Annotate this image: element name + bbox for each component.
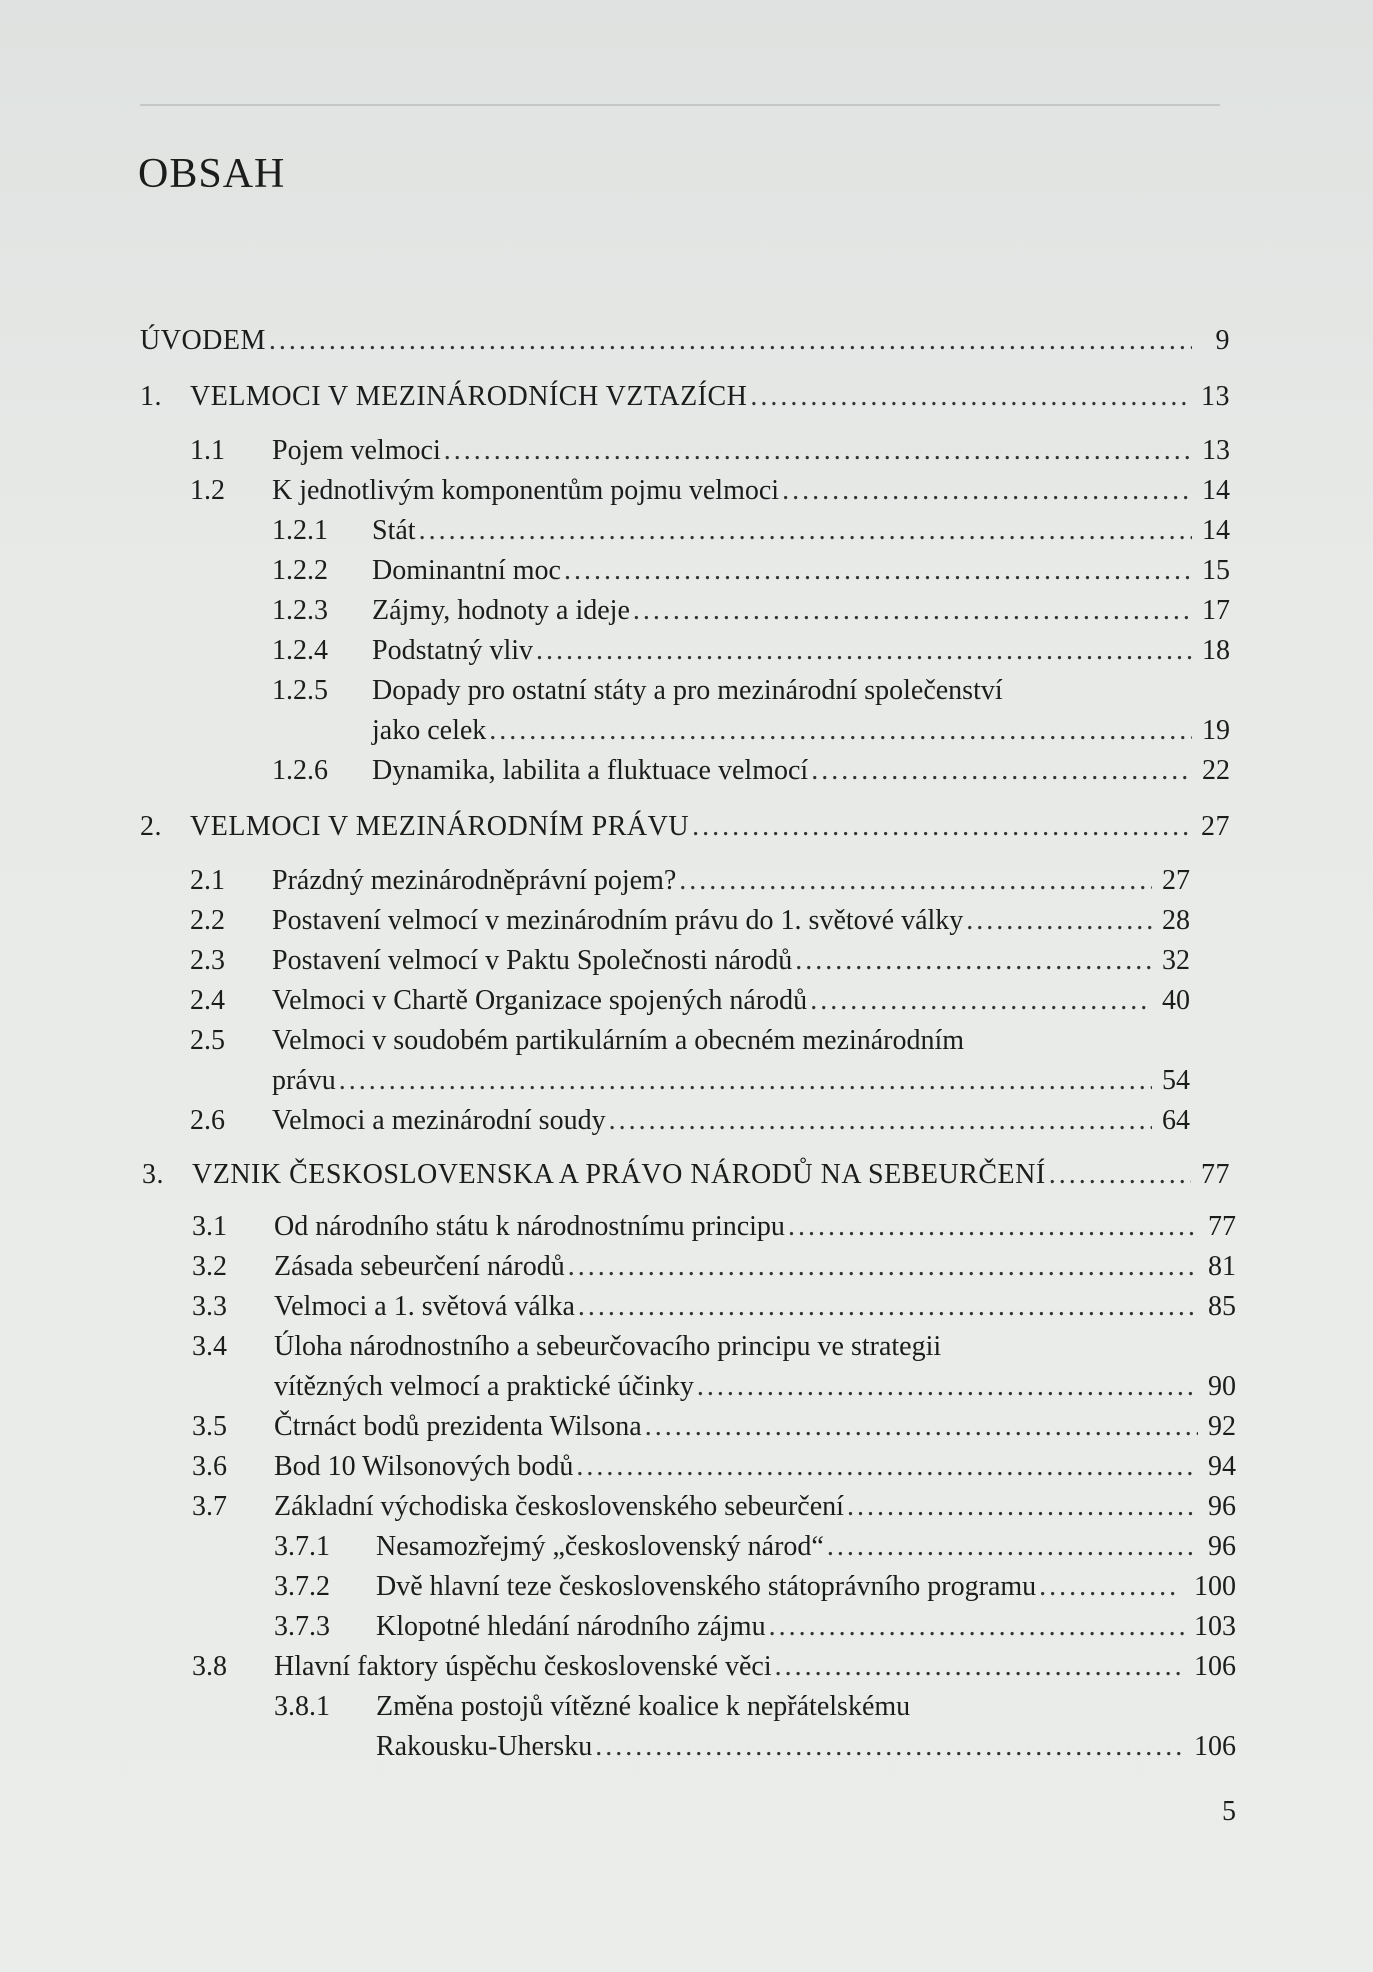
leader-dots — [788, 1210, 1198, 1244]
toc-section-number: 1.1 — [190, 435, 225, 466]
toc-section-number: 2.6 — [190, 1105, 225, 1136]
toc-page-number: 14 — [1202, 475, 1230, 506]
leader-dots — [564, 554, 1192, 588]
leader-dots — [750, 380, 1191, 414]
toc-subsection-3-7-1 — [274, 1524, 1236, 1564]
leader-dots — [269, 324, 1192, 358]
toc-entry-title-continued: jako celek — [372, 715, 487, 746]
toc-subsection-3-8-1-line2 — [376, 1724, 1236, 1764]
toc-subsection-1-2-4 — [272, 628, 1230, 668]
leader-dots — [536, 634, 1192, 668]
toc-section-2-3 — [190, 938, 1190, 978]
toc-page-number: 15 — [1202, 555, 1230, 586]
toc-section-2-5-line2 — [272, 1058, 1190, 1098]
toc-section-3-7 — [192, 1484, 1236, 1524]
toc-page-number: 9 — [1215, 325, 1230, 356]
toc-entry-title: Základní východiska československého sebeurčení — [274, 1491, 844, 1522]
toc-entry-title: Zásada sebeurčení národů — [274, 1251, 565, 1282]
toc-section-3-6 — [192, 1444, 1236, 1484]
toc-entry-title: VZNIK ČESKOSLOVENSKA A PRÁVO NÁRODŮ NA SEBEURČENÍ — [192, 1159, 1046, 1190]
toc-page-number: 77 — [1201, 1159, 1230, 1190]
toc-entry-title: Hlavní faktory úspěchu československé věci — [274, 1651, 772, 1682]
leader-dots — [1039, 1570, 1180, 1604]
toc-section-3-4-line2 — [274, 1364, 1236, 1404]
toc-entry-title-continued: Rakousku-Uhersku — [376, 1731, 593, 1762]
toc-section-number: 3.7 — [192, 1491, 227, 1522]
toc-entry-title: Pojem velmoci — [272, 435, 441, 466]
toc-section-number: 3.8 — [192, 1651, 227, 1682]
toc-subsection-number: 1.2.6 — [272, 755, 328, 786]
toc-subsection-number: 1.2.5 — [272, 675, 328, 706]
toc-section-number: 1.2 — [190, 475, 225, 506]
toc-section-number: 2.2 — [190, 905, 225, 936]
toc-entry-title: Zájmy, hodnoty a ideje — [372, 595, 630, 626]
toc-section-number: 3.6 — [192, 1451, 227, 1482]
toc-subsection-1-2-1 — [272, 508, 1230, 548]
leader-dots — [609, 1104, 1152, 1138]
toc-section-number: 2.4 — [190, 985, 225, 1016]
toc-section-2-6 — [190, 1098, 1190, 1138]
toc-subsection-number: 3.7.3 — [274, 1611, 330, 1642]
leader-dots — [795, 944, 1152, 978]
toc-page-number: 64 — [1162, 1105, 1190, 1136]
toc-page-number: 13 — [1201, 381, 1230, 412]
toc-subsection-3-7-2 — [274, 1564, 1236, 1604]
toc-entry-title: Změna postojů vítězné koalice k nepřátelskému — [376, 1691, 911, 1722]
toc-page-number: 90 — [1208, 1371, 1236, 1402]
toc-subsection-number: 1.2.4 — [272, 635, 328, 666]
toc-page-number: 103 — [1194, 1611, 1236, 1642]
toc-section-number: 3.5 — [192, 1411, 227, 1442]
leader-dots — [810, 984, 1152, 1018]
toc-chapter-1 — [140, 374, 1230, 414]
toc-section-number: 3.1 — [192, 1211, 227, 1242]
toc-section-3-2 — [192, 1244, 1236, 1284]
toc-chapter-number: 3. — [142, 1159, 164, 1190]
toc-entry-title: VELMOCI V MEZINÁRODNÍCH VZTAZÍCH — [190, 381, 748, 412]
toc-page-number: 100 — [1194, 1571, 1236, 1602]
toc-entry-title: Postavení velmocí v mezinárodním právu do 1. světové války — [272, 905, 964, 936]
toc-page-number: 81 — [1208, 1251, 1236, 1282]
toc-section-3-4-line1 — [192, 1324, 1236, 1364]
toc-entry-intro — [140, 318, 1230, 358]
toc-page-number: 77 — [1208, 1211, 1236, 1242]
toc-entry-title: Velmoci a 1. světová válka — [274, 1291, 575, 1322]
toc-entry-title: Postavení velmocí v Paktu Společnosti národů — [272, 945, 793, 976]
toc-section-3-8 — [192, 1644, 1236, 1684]
toc-entry-title: Prázdný mezinárodněprávní pojem? — [272, 865, 677, 896]
toc-page-number: 106 — [1194, 1651, 1236, 1682]
toc-section-number: 3.4 — [192, 1331, 227, 1362]
toc-subsection-number: 3.8.1 — [274, 1691, 330, 1722]
toc-entry-title: ÚVODEM — [140, 325, 266, 356]
leader-dots — [595, 1730, 1184, 1764]
leader-dots — [811, 754, 1192, 788]
toc-page-number: 13 — [1202, 435, 1230, 466]
leader-dots — [444, 434, 1192, 468]
toc-page-number: 40 — [1162, 985, 1190, 1016]
toc-subsection-1-2-5-line1 — [272, 668, 1230, 708]
toc-section-number: 2.3 — [190, 945, 225, 976]
toc-section-2-4 — [190, 978, 1190, 1018]
toc-entry-title: VELMOCI V MEZINÁRODNÍM PRÁVU — [190, 811, 690, 842]
toc-page-number: 19 — [1202, 715, 1230, 746]
leader-dots — [697, 1370, 1198, 1404]
toc-section-3-3 — [192, 1284, 1236, 1324]
leader-dots — [568, 1250, 1198, 1284]
toc-entry-title: Nesamozřejmý „československý národ“ — [376, 1531, 824, 1562]
toc-page-number: 96 — [1208, 1491, 1236, 1522]
toc-subsection-1-2-6 — [272, 748, 1230, 788]
toc-entry-title: Od národního státu k národnostnímu principu — [274, 1211, 785, 1242]
leader-dots — [419, 514, 1192, 548]
leader-dots — [1049, 1158, 1191, 1192]
toc-page-number: 18 — [1202, 635, 1230, 666]
leader-dots — [769, 1610, 1184, 1644]
toc-page-number: 17 — [1202, 595, 1230, 626]
toc-entry-title: Klopotné hledání národního zájmu — [376, 1611, 766, 1642]
toc-section-number: 3.2 — [192, 1251, 227, 1282]
toc-page-number: 106 — [1194, 1731, 1236, 1762]
toc-chapter-3 — [142, 1152, 1230, 1192]
toc-section-3-1 — [192, 1204, 1236, 1244]
toc-section-3-5 — [192, 1404, 1236, 1444]
toc-subsection-1-2-5-line2 — [372, 708, 1230, 748]
leader-dots — [633, 594, 1192, 628]
toc-section-2-2 — [190, 898, 1190, 938]
toc-entry-title-continued: právu — [272, 1065, 336, 1096]
toc-entry-title-continued: vítězných velmocí a praktické účinky — [274, 1371, 694, 1402]
toc-section-number: 2.1 — [190, 865, 225, 896]
page-title: OBSAH — [138, 151, 286, 197]
leader-dots — [775, 1650, 1184, 1684]
leader-dots — [847, 1490, 1198, 1524]
leader-dots — [679, 864, 1152, 898]
toc-subsection-number: 1.2.1 — [272, 515, 328, 546]
toc-entry-title: Dvě hlavní teze československého státoprávního programu — [376, 1571, 1037, 1602]
toc-entry-title: Velmoci v Chartě Organizace spojených národů — [272, 985, 808, 1016]
toc-subsection-3-7-3 — [274, 1604, 1236, 1644]
toc-page-number: 94 — [1208, 1451, 1236, 1482]
toc-page-number: 27 — [1162, 865, 1190, 896]
toc-section-2-1 — [190, 858, 1190, 898]
toc-entry-title: Dominantní moc — [372, 555, 561, 586]
toc-subsection-1-2-2 — [272, 548, 1230, 588]
toc-entry-title: Stát — [372, 515, 416, 546]
toc-entry-title: Dynamika, labilita a fluktuace velmocí — [372, 755, 809, 786]
toc-chapter-number: 2. — [140, 811, 162, 842]
toc-page-number: 96 — [1208, 1531, 1236, 1562]
leader-dots — [827, 1530, 1198, 1564]
leader-dots — [966, 904, 1152, 938]
toc-page-number: 92 — [1208, 1411, 1236, 1442]
toc-page-number: 28 — [1162, 905, 1190, 936]
toc-page-number: 22 — [1202, 755, 1230, 786]
leader-dots — [782, 474, 1192, 508]
toc-section-number: 3.3 — [192, 1291, 227, 1322]
toc-section-2-5-line1 — [190, 1018, 1190, 1058]
toc-page-number: 85 — [1208, 1291, 1236, 1322]
toc-page-number: 54 — [1162, 1065, 1190, 1096]
toc-section-1-1 — [190, 428, 1230, 468]
toc-subsection-3-8-1-line1 — [274, 1684, 1236, 1724]
leader-dots — [339, 1064, 1152, 1098]
toc-subsection-1-2-3 — [272, 588, 1230, 628]
toc-page-number: 32 — [1162, 945, 1190, 976]
toc-entry-title: Podstatný vliv — [372, 635, 534, 666]
toc-entry-title: Úloha národnostního a sebeurčovacího principu ve strategii — [274, 1331, 942, 1362]
toc-section-number: 2.5 — [190, 1025, 225, 1056]
toc-subsection-number: 3.7.2 — [274, 1571, 330, 1602]
toc-chapter-number: 1. — [140, 381, 162, 412]
leader-dots — [578, 1290, 1198, 1324]
toc-entry-title: Velmoci a mezinárodní soudy — [272, 1105, 606, 1136]
toc-chapter-2 — [140, 804, 1230, 844]
leader-dots — [576, 1450, 1198, 1484]
toc-entry-title: Čtrnáct bodů prezidenta Wilsona — [274, 1411, 642, 1442]
toc-entry-title: K jednotlivým komponentům pojmu velmoci — [272, 475, 780, 506]
toc-entry-title: Velmoci v soudobém partikulárním a obecném mezinárodním — [272, 1025, 965, 1056]
leader-dots — [692, 810, 1191, 844]
page-footer-number: 5 — [1222, 1796, 1236, 1827]
toc-entry-title: Dopady pro ostatní státy a pro mezinárodní společenství — [372, 675, 1003, 706]
toc-subsection-number: 1.2.3 — [272, 595, 328, 626]
toc-subsection-number: 3.7.1 — [274, 1531, 330, 1562]
leader-dots — [489, 714, 1192, 748]
toc-entry-title: Bod 10 Wilsonových bodů — [274, 1451, 574, 1482]
toc-page-number: 14 — [1202, 515, 1230, 546]
toc-subsection-number: 1.2.2 — [272, 555, 328, 586]
toc-section-1-2 — [190, 468, 1230, 508]
toc-page-number: 27 — [1201, 811, 1230, 842]
leader-dots — [645, 1410, 1198, 1444]
